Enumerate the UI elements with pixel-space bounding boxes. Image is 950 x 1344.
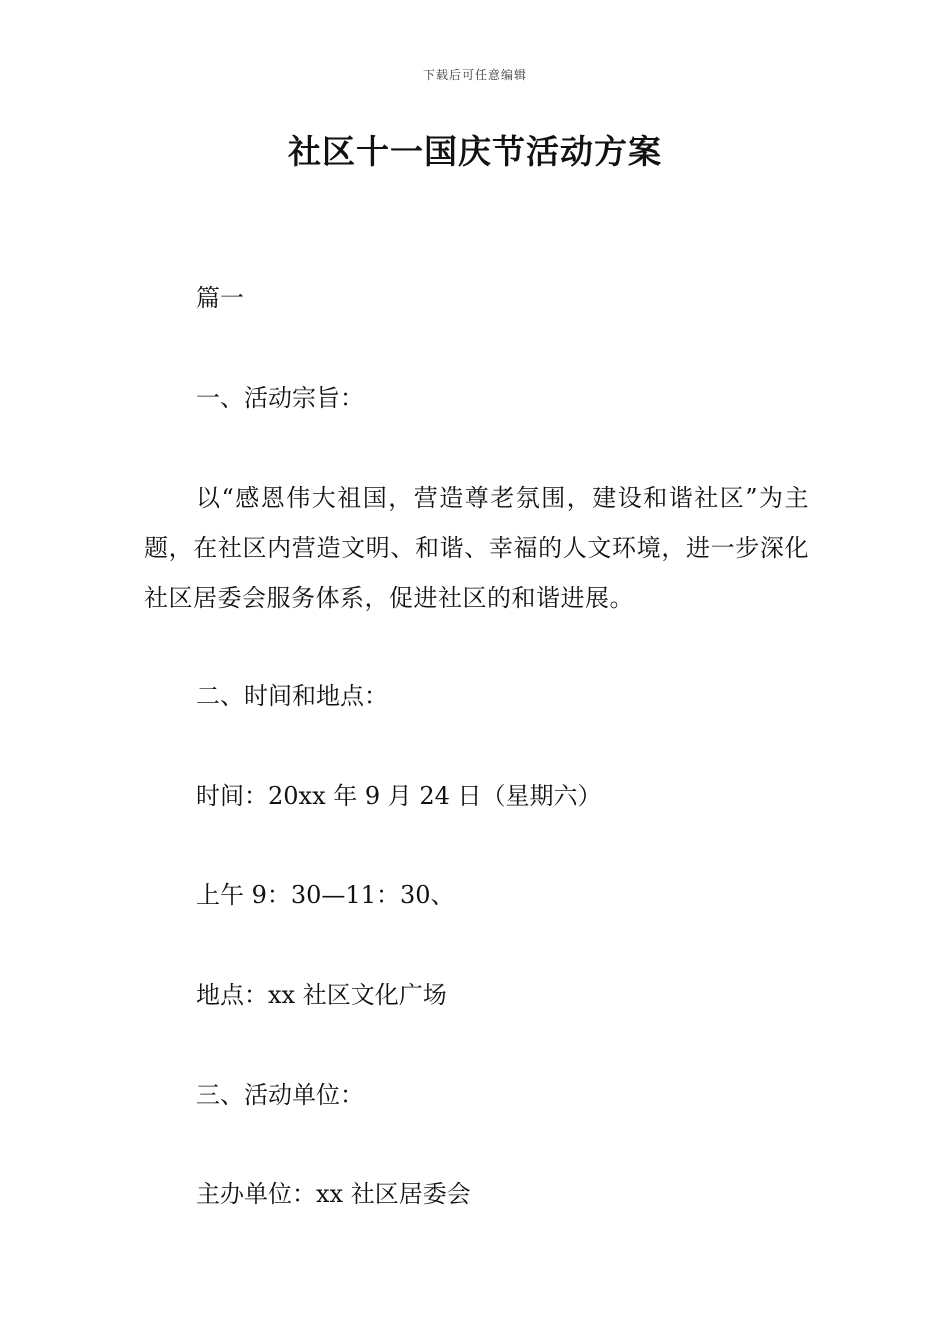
location-line: 地点：xx 社区文化广场 [196,981,447,1009]
header-note: 下载后可任意编辑 [422,68,527,82]
time-line: 时间：20xx 年 9 月 24 日（星期六） [196,782,602,810]
section-heading-time-place: 二、时间和地点： [196,682,388,710]
section-heading-purpose: 一、活动宗旨： [196,384,364,412]
part-label: 篇一 [196,284,244,312]
section-heading-units: 三、活动单位： [196,1081,364,1109]
morning-time-line: 上午 9：30—11：30、 [196,881,455,909]
organizer-line: 主办单位：xx 社区居委会 [196,1180,471,1208]
document-title: 社区十一国庆节活动方案 [288,132,662,171]
purpose-paragraph: 以“感恩伟大祖国，营造尊老氛围，建设和谐社区”为主题，在社区内营造文明、和谐、幸福的人文环境，进一步深化社区居委会服务体系，促进社区的和谐进展。 [144,484,809,612]
